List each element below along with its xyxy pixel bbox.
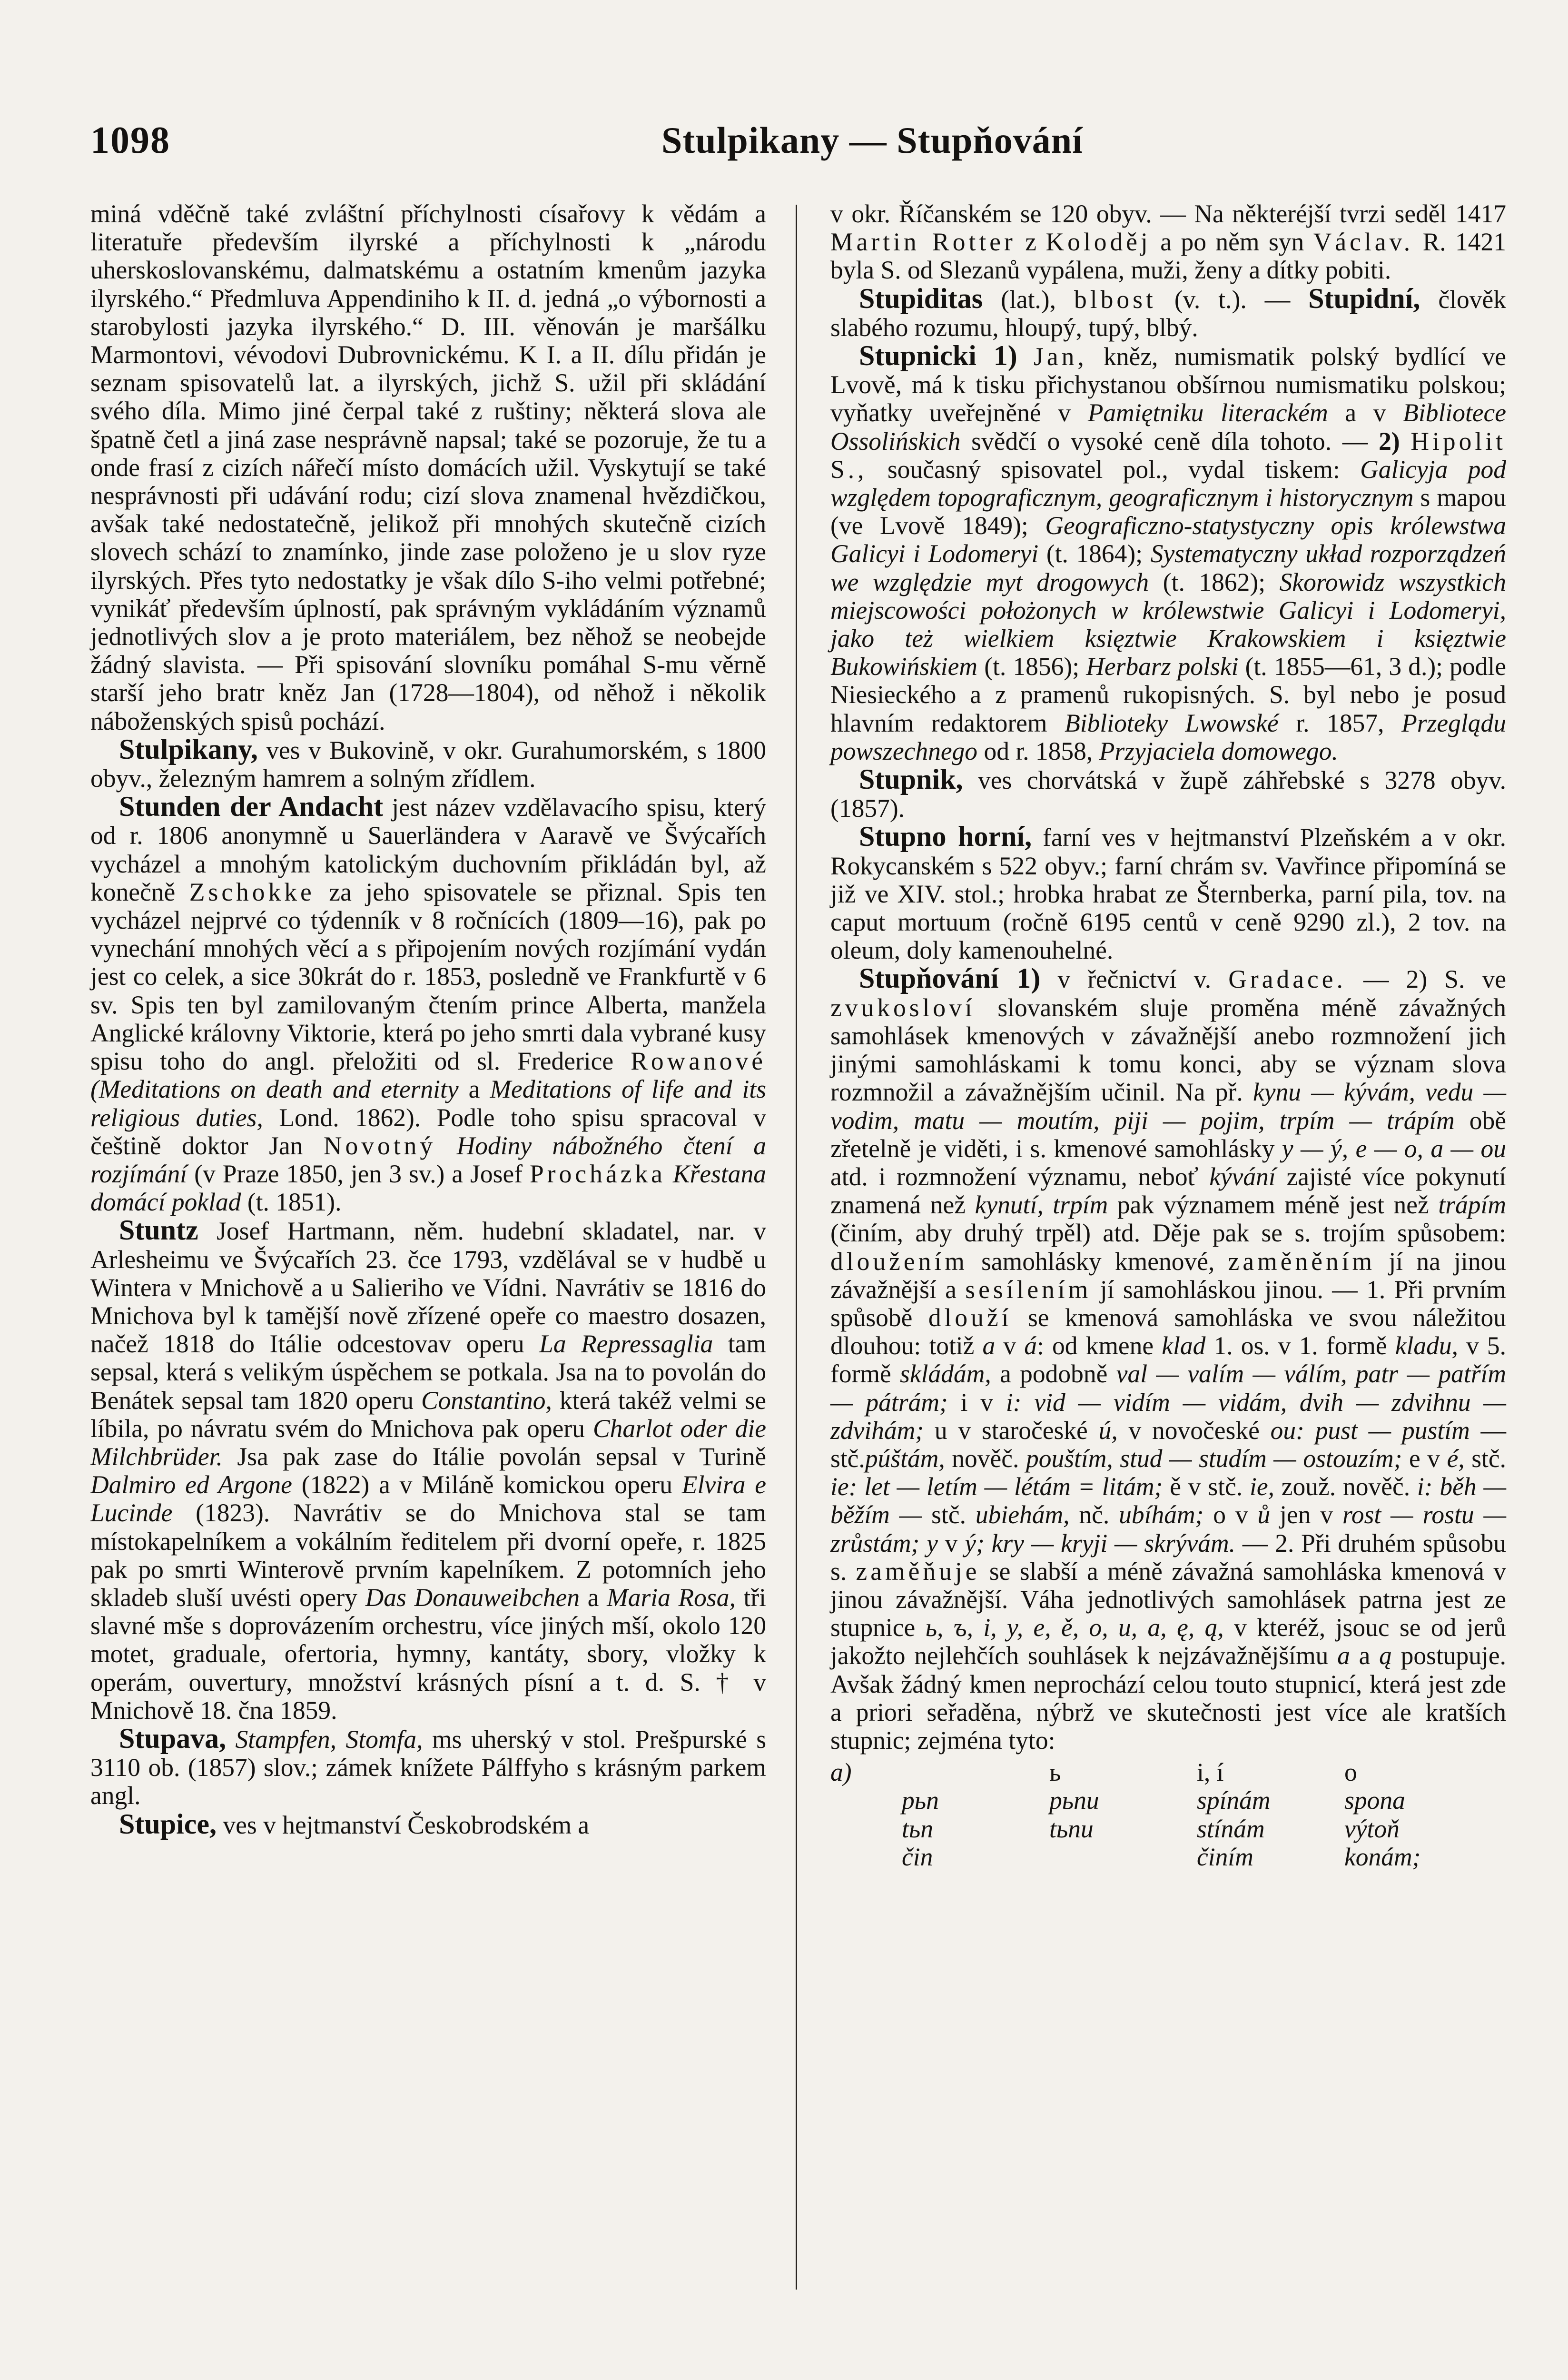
table-cell: pьn bbox=[902, 1786, 939, 1815]
page-header bbox=[90, 119, 1480, 171]
headword: Stupnik, bbox=[859, 764, 963, 795]
table-header: i, í bbox=[1197, 1758, 1224, 1787]
entry-stupnicki: Stupnicki 1) Jan, kněz, numismatik polský bydlící ve Lvově, má k tisku přichystanou obšírnou numismatiku polskou; vyňatky uveřejněné v Pamiętniku literackém a v Bibliotece Ossolińskich svědčí o vysoké ceně díla tohoto. — 2) Hipolit S., současný spisovatel pol., vydal tiskem: Galicyja pod względem topograficznym, geograficznym i historycznym s mapou (ve Lvově 1849); Geograficzno-statystyczny opis królewstwa Galicyi i Lodomeryi (t. 1864); Systematyczny układ rozporządzeń we względzie myt drogowych (t. 1862); Skorowidz wszystkich miejscowości położonych w królewstwie Galicyi i Lodomeryi, jako też wielkiem księztwie Krakowskiem i księztwie Bukowińskiem (t. 1856); Herbarz polski (t. 1855—61, 3 d.); podle Niesieckého a z pramenů rukopisných. S. byl nebo je posud hlavním redaktorem Biblioteky Lwowské r. 1857, Przeglądu powszechnego od r. 1858, Przyjaciela domowego. bbox=[830, 340, 1507, 765]
table-cell: tьn bbox=[902, 1814, 933, 1843]
headword: Stupava, bbox=[119, 1722, 227, 1754]
entry-stupice: Stupice, ves v hejtmanství Českobrodském a bbox=[119, 1808, 590, 1840]
entry-stupnik: Stupnik, ves chorvátská v župě záhřebské s 3278 obyv. (1857). bbox=[830, 764, 1506, 823]
table-cell: spínám bbox=[1197, 1786, 1271, 1815]
table-cell bbox=[1049, 1843, 1197, 1871]
right-column bbox=[830, 200, 1506, 1871]
table-header: o bbox=[1344, 1758, 1357, 1787]
table-cell: stínám bbox=[1197, 1814, 1265, 1843]
table-cell: pьnu bbox=[1049, 1786, 1099, 1815]
headword: Stupnicki 1) bbox=[859, 340, 1017, 372]
entry-stupno-horni: Stupno horní, farní ves v hejtmanství Plzeňském a v okr. Rokycanském s 522 obyv.; farní chrám sv. Vavřince připomíná se již ve XIV. stol.; hrobka hrabat ze Šternberka, parní pila, tov. na caput mortuum (ročně 6195 centů v ceně 9290 zl.), 2 tov. na oleum, doly kamenouhelné. bbox=[830, 821, 1507, 965]
entry-stulpikany: Stulpikany, ves v Bukovině, v okr. Gurahumorském, s 1800 obyv., železným hamrem a solným zřídlem. bbox=[90, 733, 767, 793]
entry-continuation: miná vděčně také zvláštní příchylnosti císařovy k vědám a literatuře především ilyrské a příchylnosti k „národu uherskoslovanskému, dalmatskému a ostatním kmenům jazyka ilyrského.“ Předmluva Appendiniho k II. d. jedná „o výbornosti a starobylosti jazyka ilyrského.“ D. III. věnován je maršálku Marmontovi, vévodovi Dubrovnickému. K I. a II. dílu přidán je seznam spisovatelů lat. a ilyrských, jichž S. užil při skládání svého díla. Mimo jiné čerpal také z ruštiny; některá slova ale špatně četl a jiná zase nesprávně napsal; také se pozoruje, že tu a onde frasí z cizích nářečí místo domácích užil. Vyskytují se také nesprávnosti při udávání rodu; cizí slova znamenal hvězdičkou, avšak také nedostatečně, jelikož při mnohých skutečně cizích slovech schází to znamínko, jinde zase položeno je u slov ryze ilyrských. Přes tyto nedostatky je však dílo S-iho velmi potřebné; vynikáť především úplností, pak správným vykládáním významů jednotlivých slov a je proto materiálem, bez něhož se neobejde žádný slavista. — Při spisování slovníku pomáhal S-mu věrně starší jeho bratr kněz Jan (1728—1804), od něhož i několik náboženských spisů pochází. bbox=[90, 199, 766, 735]
stem-gradation-table bbox=[830, 1758, 1506, 1871]
headword: Stuntz bbox=[119, 1214, 198, 1246]
table-cell: spona bbox=[1344, 1786, 1405, 1815]
headword: Stunden der Andacht bbox=[119, 791, 384, 823]
headword: Stupice, bbox=[119, 1808, 217, 1840]
headword: Stupno horní, bbox=[859, 821, 1032, 853]
running-head: Stulpikany — Stupňování bbox=[661, 119, 1083, 161]
headword: Stupiditas bbox=[859, 282, 983, 314]
table-cell: tьnu bbox=[1049, 1814, 1094, 1843]
table-header: ь bbox=[1049, 1758, 1061, 1787]
page-number: 1098 bbox=[90, 119, 170, 161]
table-cell: čin bbox=[902, 1842, 933, 1871]
table-label: a) bbox=[830, 1758, 852, 1787]
table-cell: činím bbox=[1197, 1842, 1253, 1871]
headword: Stupidní, bbox=[1308, 282, 1420, 314]
left-column bbox=[90, 200, 766, 1839]
entry-stupnovani: Stupňování 1) v řečnictví v. Gradace. — 2) S. ve zvukosloví slovanském sluje proměna méně závažných samohlásek kmenových v závažnější anebo rozmnožení jich jinými samohláskami k tomu konci, aby se význam slova rozmnožil a závažnějším učinil. Na př. kynu — kývám, vedu — vodim, matu — moutím, piji — pojim, trpím — trápím obě zřetelně je viděti, i s. kmenové samohlásky y — ý, e — o, a — ou atd. i rozmnožení významu, neboť kývání zajisté více pokynutí znamená než kynutí, trpím pak významem méně jest než trápím (činím, aby druhý trpěl) atd. Děje pak se s. trojím spůsobem: dloužením samohlásky kmenové, zaměněním jí na jinou závažnější a sesílením jí samohláskou jinou. — 1. Při prvním spůsobě dlouží se kmenová samohláska ve svou náležitou dlouhou: totiž a v á: od kmene klad 1. os. v 1. formě kladu, v 5. formě skládám, a podobně val — valím — válím, patr — patřím — pátrám; i v i: vid — vidím — vidám, dvih — zdvihnu — zdvihám; u v staročeské ú, v novočeské ou: pust — pustím — stč.púštám, nověč. pouštím, stud — studím — ostouzím; e v é, stč. ie: let — letím — létám = litám; ě v stč. ie, zouž. nověč. i: běh — běžím — stč. ubiehám, nč. ubíhám; o v ů jen v rost — rostu — zrůstám; y v ý; kry — kryji — skrývám. — 2. Při druhém spůsobu s. zaměňuje se slabší a méně závažná samohláska kmenová v jinou závažnější. Váha jednotlivých samohlásek patrna jest ze stupnice ь, ъ, i, y, e, ě, o, u, a, ę, ą, v kteréž, jsouc se od jerů jakožto nejlehčích souhlásek k nejzávažnějšímu a a ą postupuje. Avšak žádný kmen neprochází celou touto stupnicí, která jest zde a priori seřaděna, nýbrž ve skutečnosti jest více ale kratších stupnic; zejména tyto: bbox=[830, 962, 1507, 1755]
table-cell: výtoň bbox=[1344, 1814, 1400, 1843]
entry-stuntz: Stuntz Josef Hartmann, něm. hudební skladatel, nar. v Arlesheimu ve Švýcařích 23. čce 1793, vzdělával se v hudbě u Wintera v Mnichově a u Salieriho ve Vídni. Navrátiv se 1816 do Mnichova byl k tamější nově zřízené opeře co maestro dosazen, načež 1818 do Itálie odcestovav operu La Repressaglia tam sepsal, která s velikým úspěchem se potkala. Jsa na to povolán do Benátek sepsal tam 1820 operu Constantino, která takéž velmi se líbila, po návratu svém do Mnichova pak operu Charlot oder die Milchbrüder. Jsa pak zase do Itálie povolán sepsal v Turině Dalmiro ed Argone (1822) a v Miláně komickou operu Elvira e Lucinde (1823). Navrátiv se do Mnichova stal se tam místokapelníkem a vokálním ředitelem při dvorní opeře, r. 1825 pak po smrti Winterově prvním kapelníkem. Z potomních jeho skladeb sluší uvésti opery Das Donauweibchen a Maria Rosa, tři slavné mše s doprovázením orchestru, více jiných mší, okolo 120 motet, graduale, ofertoria, hymny, kantáty, sbory, vložky k operám, ouvertury, množství krásných písní a t. d. S. † v Mnichově 18. čna 1859. bbox=[90, 1214, 767, 1725]
headword: Stulpikany, bbox=[119, 733, 258, 765]
column-divider bbox=[796, 205, 797, 2290]
table-cell: konám; bbox=[1344, 1842, 1421, 1871]
entry-stupava: Stupava, Stampfen, Stomfa, ms uherský v stol. Prešpurské s 3110 ob. (1857) slov.; zámek knížete Pálffyho s krásným parkem angl. bbox=[90, 1722, 767, 1810]
headword: Stupňování 1) bbox=[859, 962, 1041, 994]
entry-stupice-continuation: v okr. Říčanském se 120 obyv. — Na některéjší tvrzi seděl 1417 Martin Rotter z Koloděj a po něm syn Václav. R. 1421 byla S. od Slezanů vypálena, muži, ženy a dítky pobiti. bbox=[830, 199, 1507, 285]
entry-stunden-der-andacht: Stunden der Andacht jest název vzdělavacího spisu, který od r. 1806 anonymně u Sauerländera v Aaravě ve Švýcařích vycházel a mnohým katolickým duchovním přikládán byl, až konečně Zschokke za jeho spisovatele se přiznal. Spis ten vycházel nejprvé co týdenník v 8 ročnících (1809—16), pak po vynechání mnohých věcí a s připojením nových rozjímání vydán jest co celek, a sice 30krát do r. 1853, posledně ve Frankfurtě v 6 sv. Spis ten byl zamilovaným čtením prince Alberta, manžela Anglické královny Viktorie, která po jeho smrti dala vybrané kusy spisu toho do angl. přeložiti od sl. Frederice Rowanové (Meditations on death and eternity a Meditations of life and its religious duties, Lond. 1862). Podle toho spisu spracoval v češtině doktor Jan Novotný Hodiny nábožného čtení a rozjímání (v Praze 1850, jen 3 sv.) a Josef Procházka Křestana domácí poklad (t. 1851). bbox=[90, 791, 767, 1217]
entry-stupiditas: Stupiditas (lat.), blbost (v. t.). — Stupidní, člověk slabého rozumu, hloupý, tupý, blbý. bbox=[830, 282, 1506, 342]
